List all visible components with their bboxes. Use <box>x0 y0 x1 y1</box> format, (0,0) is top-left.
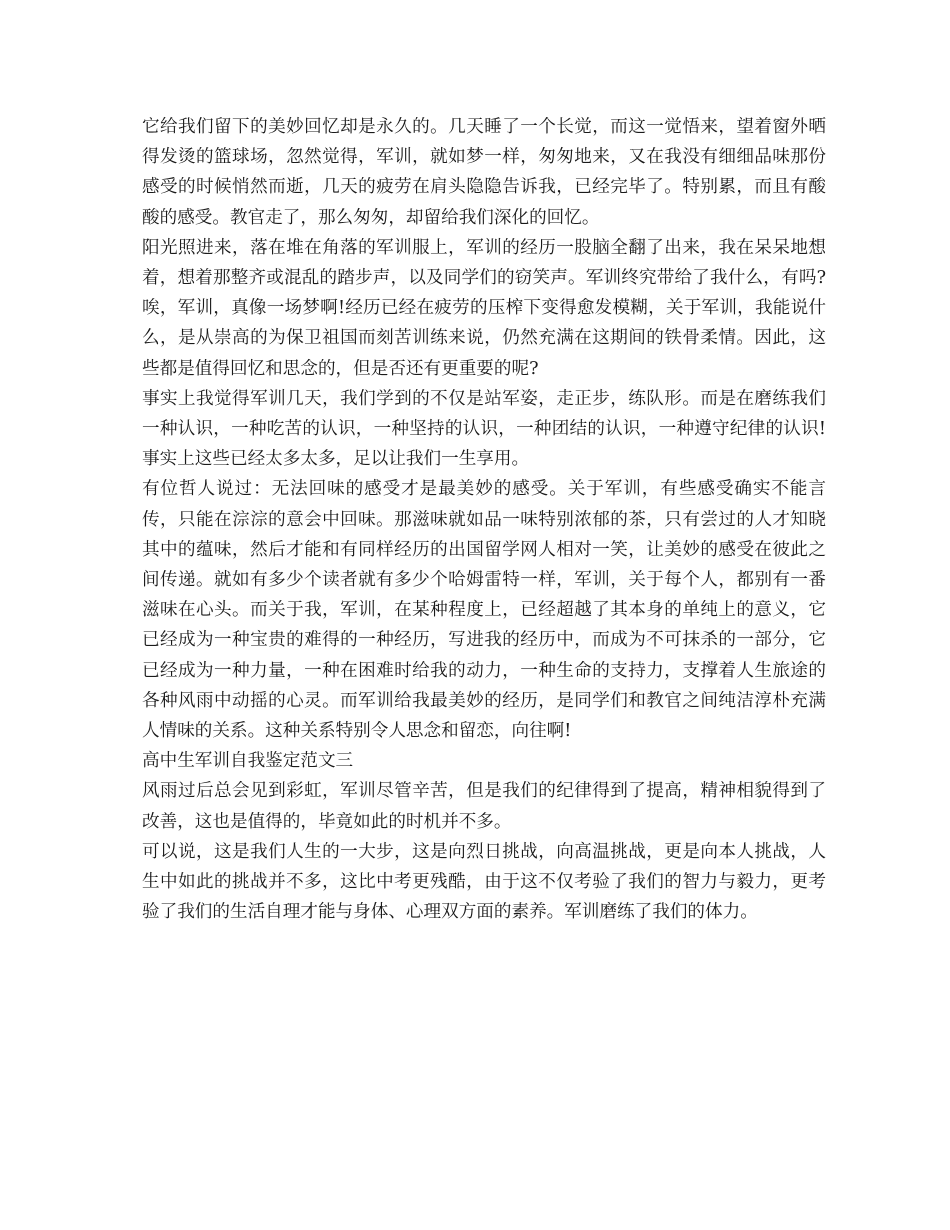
section-heading: 高中生军训自我鉴定范文三 <box>142 751 354 772</box>
paragraph-2: 阳光照进来，落在堆在角落的军训服上，军训的经历一股脑全翻了出来，我在呆呆地想着，想着那整齐或混乱的踏步声，以及同学们的窃笑声。军训终究带给了我什么，有吗?唉，军训，真像一场梦啊!经历已经在疲劳的压榨下变得愈发模糊，关于军训，我能说什么，是从崇高的为保卫祖国而刻苦训练来说，仍然充满在这期间的铁骨柔情。因此，这些都是值得回忆和思念的，但是否还有更重要的呢? <box>142 237 826 379</box>
document-page <box>142 112 826 927</box>
paragraph-1: 它给我们留下的美妙回忆却是永久的。几天睡了一个长觉，而这一觉悟来，望着窗外晒得发烫的篮球场，忽然觉得，军训，就如梦一样，匆匆地来，又在我没有细细品味那份感受的时候悄然而逝，几天的疲劳在肩头隐隐告诉我，已经完毕了。特别累，而且有酸酸的感受。教官走了，那么匆匆，却留给我们深化的回忆。 <box>142 117 826 228</box>
paragraph-4: 有位哲人说过：无法回味的感受才是最美妙的感受。关于军训，有些感受确实不能言传，只能在淙淙的意会中回味。那滋味就如品一味特别浓郁的茶，只有尝过的人才知晓其中的蕴味，然后才能和有同样经历的出国留学网人相对一笑，让美妙的感受在彼此之间传递。就如有多少个读者就有多少个哈姆雷特一样，军训，关于每个人，都别有一番滋味在心头。而关于我，军训，在某种程度上，已经超越了其本身的单纯上的意义，它已经成为一种宝贵的难得的一种经历，写进我的经历中，而成为不可抹杀的一部分，它已经成为一种力量，一种在困难时给我的动力，一种生命的支持力，支撑着人生旅途的各种风雨中动摇的心灵。而军训给我最美妙的经历，是同学们和教官之间纯洁淳朴充满人情味的关系。这种关系特别令人思念和留恋，向往啊! <box>142 479 826 742</box>
section-paragraph-1: 风雨过后总会见到彩虹，军训尽管辛苦，但是我们的纪律得到了提高，精神相貌得到了改善，这也是值得的，毕竟如此的时机并不多。 <box>142 781 826 832</box>
paragraph-3: 事实上我觉得军训几天，我们学到的不仅是站军姿，走正步，练队形。而是在磨练我们一种认识，一种吃苦的认识，一种坚持的认识，一种团结的认识，一种遵守纪律的认识!事实上这些已经太多太多，足以让我们一生享用。 <box>142 388 826 470</box>
section-paragraph-2: 可以说，这是我们人生的一大步，这是向烈日挑战，向高温挑战，更是向本人挑战，人生中如此的挑战并不多，这比中考更残酷，由于这不仅考验了我们的智力与毅力，更考验了我们的生活自理才能与身体、心理双方面的素养。军训磨练了我们的体力。 <box>142 841 826 923</box>
